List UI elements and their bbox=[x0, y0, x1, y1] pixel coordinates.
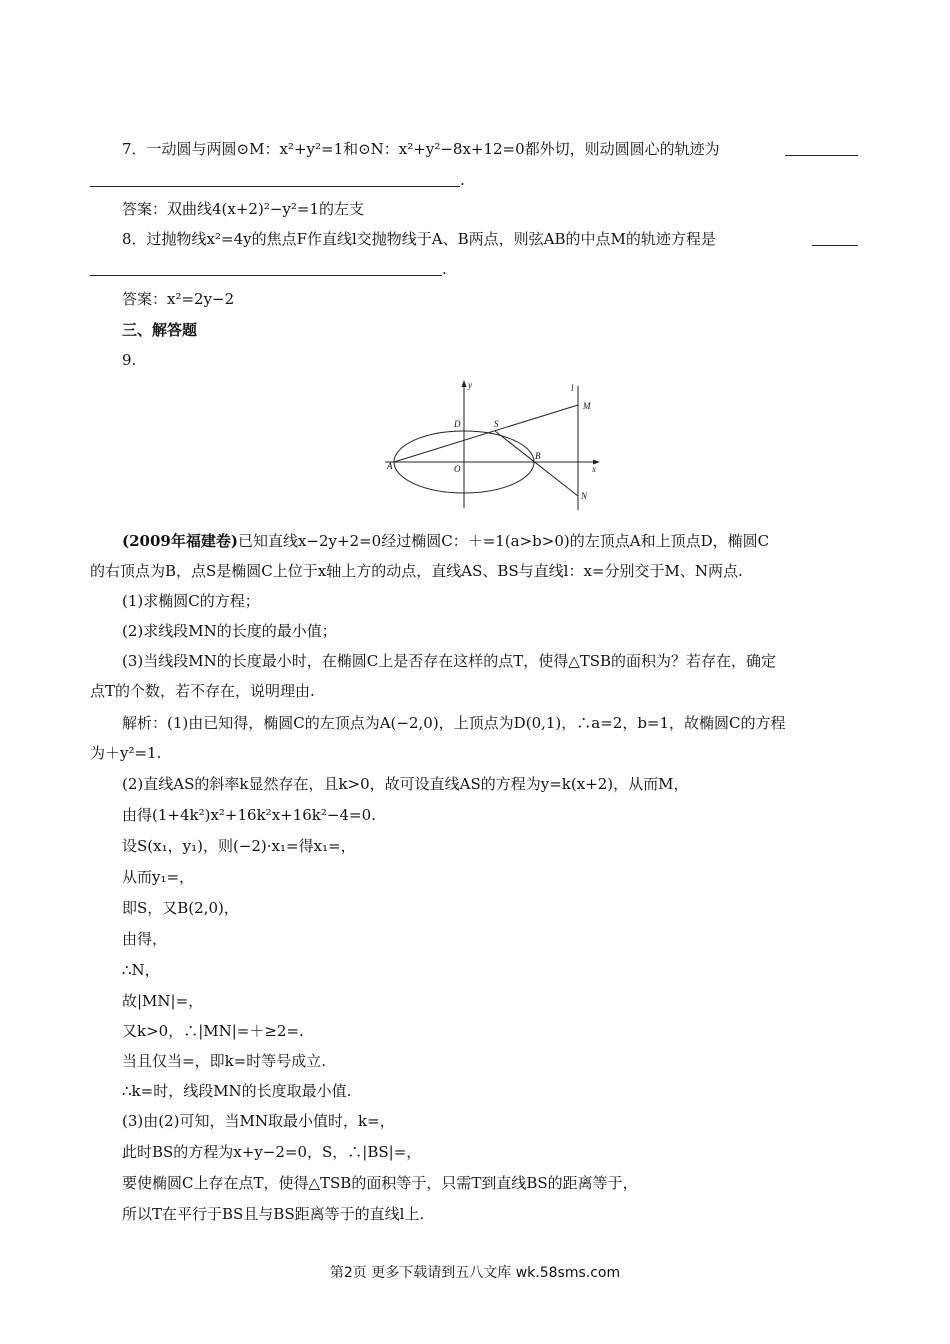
page-footer: 第2页 更多下载请到五八文库 wk.58sms.com bbox=[329, 1265, 621, 1281]
label-x: x bbox=[592, 464, 596, 474]
q9-part3-line2: 点T的个数，若不存在，说明理由. bbox=[90, 682, 315, 700]
label-n: N bbox=[581, 491, 588, 501]
q9-number: 9. bbox=[122, 351, 137, 369]
q9-part3-line1: (3)当线段MN的长度最小时，在椭圆C上是否存在这样的点T，使得△TSB的面积为？若存在，确定 bbox=[122, 652, 777, 670]
q7-line2: . bbox=[90, 169, 465, 191]
answer-blank bbox=[785, 155, 858, 156]
solution-line: 由得， bbox=[122, 930, 168, 948]
answer-blank bbox=[90, 275, 442, 276]
q9-stem-line2: 的右顶点为B，点S是椭圆C上位于x轴上方的动点，直线AS、BS与直线l：x=分别交于M、N两点. bbox=[90, 562, 743, 580]
solution-line: 此时BS的方程为x+y−2=0，S，∴|BS|=， bbox=[122, 1143, 422, 1161]
solution-line: (2)直线AS的斜率k显然存在，且k>0，故可设直线AS的方程为y=k(x+2)，从而M， bbox=[122, 775, 689, 793]
label-y: y bbox=[468, 380, 472, 390]
label-s: S bbox=[494, 419, 499, 429]
solution-line: ∴k=时，线段MN的长度取最小值. bbox=[122, 1082, 352, 1100]
q9-part1: (1)求椭圆C的方程； bbox=[122, 592, 260, 610]
label-l: l bbox=[571, 383, 574, 393]
label-o: O bbox=[454, 464, 461, 474]
q7-text: 7．一动圆与两圆⊙M：x²+y²=1和⊙N：x²+y²−8x+12=0都外切，则动圆圆心的轨迹为 bbox=[122, 140, 720, 158]
q7-answer: 答案：双曲线4(x+2)²−y²=1的左支 bbox=[122, 200, 365, 218]
q8-line1 bbox=[122, 228, 858, 250]
solution-line: 故|MN|=， bbox=[122, 992, 204, 1010]
q8-line2: . bbox=[90, 258, 447, 280]
solution-line: (3)由(2)可知，当MN取最小值时，k=， bbox=[122, 1112, 395, 1130]
label-d: D bbox=[454, 419, 461, 429]
q9-part2: (2)求线段MN的长度的最小值； bbox=[122, 622, 337, 640]
solution-line: 当且仅当=，即k=时等号成立. bbox=[122, 1052, 326, 1070]
solution-line: 从而y₁=， bbox=[122, 868, 195, 886]
solution-line: 解析：(1)由已知得，椭圆C的左顶点为A(−2,0)，上顶点为D(0,1)，∴a=2，b=1，故椭圆C的方程 bbox=[122, 714, 786, 732]
q8-answer: 答案：x²=2y−2 bbox=[122, 290, 235, 308]
ellipse-figure bbox=[382, 378, 602, 513]
section-heading: 三、解答题 bbox=[122, 321, 198, 339]
solution-line: 为＋y²=1. bbox=[90, 744, 162, 762]
label-b: B bbox=[535, 451, 541, 461]
solution-line: 设S(x₁，y₁)，则(−2)·x₁=得x₁=， bbox=[122, 837, 356, 855]
solution-line: 由得(1+4k²)x²+16k²x+16k²−4=0. bbox=[122, 806, 376, 824]
answer-blank bbox=[90, 186, 460, 187]
q8-text: 8．过抛物线x²=4y的焦点F作直线l交抛物线于A、B两点，则弦AB的中点M的轨迹方程是 bbox=[122, 230, 716, 248]
label-a: A bbox=[387, 461, 393, 471]
q9-source: (2009年福建卷) bbox=[122, 532, 238, 550]
solution-line: 又k>0，∴|MN|=＋≥2=. bbox=[122, 1022, 304, 1040]
q9-stem-line1: (2009年福建卷)已知直线x−2y+2=0经过椭圆C：＋=1(a>b>0)的左顶点A和上顶点D，椭圆C bbox=[122, 532, 770, 550]
solution-line: 所以T在平行于BS且与BS距离等于的直线l上. bbox=[122, 1205, 425, 1223]
answer-blank bbox=[812, 245, 858, 246]
label-m: M bbox=[583, 401, 591, 411]
solution-line: 要使椭圆C上存在点T，使得△TSB的面积等于，只需T到直线BS的距离等于， bbox=[122, 1174, 638, 1192]
y-axis-arrow bbox=[462, 380, 467, 387]
line-as bbox=[394, 405, 578, 462]
solution-line: 即S，又B(2,0)， bbox=[122, 899, 239, 917]
q7-line1 bbox=[122, 138, 858, 160]
solution-line: ∴N， bbox=[122, 961, 160, 979]
